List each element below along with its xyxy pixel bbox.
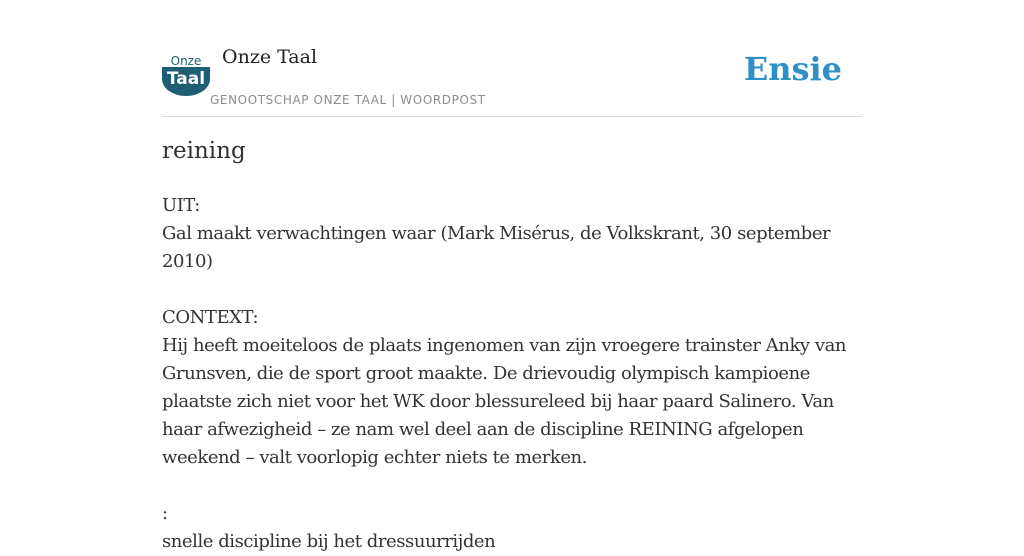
logo-top-text: Onze (170, 54, 202, 68)
spacer (162, 472, 862, 500)
definition-label: : (162, 503, 168, 524)
logo-bottom-text: Taal (166, 69, 206, 89)
onze-taal-logo[interactable] (162, 54, 210, 96)
entry-title: reining (162, 138, 246, 164)
context-line: haar afwezigheid – ze nam wel deel aan de discipline REINING afgelopen (162, 419, 804, 440)
entry-body (162, 192, 862, 556)
uit-label: UIT: (162, 195, 200, 216)
definition-text: snelle discipline bij het dressuurrijden (162, 531, 496, 552)
ensie-logo[interactable]: Ensie (743, 50, 842, 88)
site-header (162, 40, 862, 117)
site-subtitle[interactable]: GENOOTSCHAP ONZE TAAL | WOORDPOST (210, 93, 486, 107)
spacer (162, 276, 862, 304)
context-line: Hij heeft moeiteloos de plaats ingenomen van zijn vroegere trainster Anky van (162, 335, 847, 356)
context-line: Grunsven, die de sport groot maakte. De drievoudig olympisch kampioene (162, 363, 810, 384)
context-line: plaatste zich niet voor het WK door blessureleed bij haar paard Salinero. Van (162, 391, 834, 412)
site-name[interactable]: Onze Taal (222, 46, 318, 68)
uit-text: Gal maakt verwachtingen waar (Mark Misérus, de Volkskrant, 30 september 2010) (162, 223, 831, 272)
context-line: weekend – valt voorlopig echter niets te merken. (162, 447, 587, 468)
context-label: CONTEXT: (162, 307, 259, 328)
